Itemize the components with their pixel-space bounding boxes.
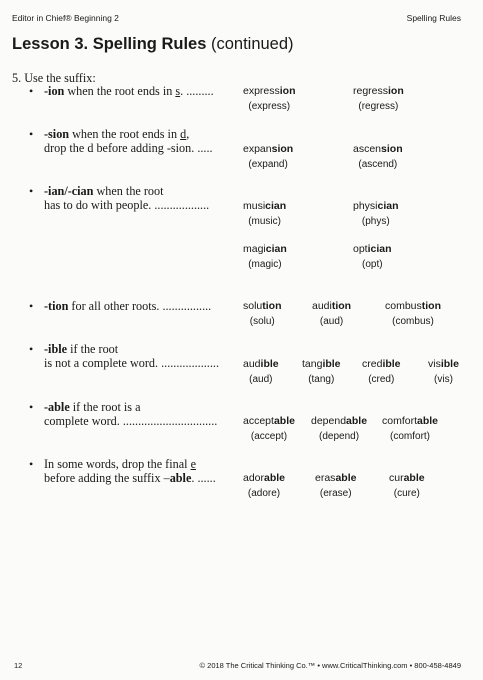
page-number: 12 (14, 661, 23, 670)
word-magician: magician (magic) (243, 243, 287, 270)
word-ascension: ascension (ascend) (353, 143, 403, 170)
rule-sion: -sion when the root ends in d, drop the d before adding -sion. ..... (44, 127, 213, 155)
title-bold: Lesson 3. Spelling Rules (12, 35, 207, 53)
rule-ian-cian: -ian/-cian when the root has to do with people. .................. (44, 184, 210, 212)
word-expression: expression (express) (243, 85, 296, 112)
rule-ion: -ion when the root ends in s. ......... (44, 84, 214, 98)
bullet: • (29, 299, 34, 313)
word-erasable: erasable (erase) (315, 472, 357, 499)
rule-drop-final-e: In some words, drop the final e before adding the suffix –able. ...... (44, 457, 216, 485)
bullet: • (29, 400, 34, 414)
word-audition: audition (aud) (312, 300, 352, 327)
word-regression: regression (regress) (353, 85, 404, 112)
word-expansion: expansion (expand) (243, 143, 294, 170)
rule-tion: -tion for all other roots. ................ (44, 299, 212, 313)
rule-ible: -ible if the root is not a complete word. ................... (44, 342, 219, 370)
word-optician: optician (opt) (353, 243, 392, 270)
word-comfortable: comfortable (comfort) (382, 415, 439, 442)
word-adorable: adorable (adore) (243, 472, 286, 499)
word-dependable: dependable (depend) (311, 415, 368, 442)
bullet: • (29, 184, 34, 198)
word-combustion: combustion (combus) (385, 300, 442, 327)
word-curable: curable (cure) (389, 472, 425, 499)
running-header-right: Spelling Rules (406, 13, 461, 23)
footer-copyright: © 2018 The Critical Thinking Co.™ • www.CriticalThinking.com • 800-458-4849 (199, 661, 461, 670)
title-continued: (continued) (206, 35, 294, 53)
word-musician: musician (music) (243, 200, 287, 227)
bullet: • (29, 457, 34, 471)
page-title (12, 35, 294, 54)
word-tangible: tangible (tang) (302, 358, 341, 385)
item-intro: 5. Use the suffix: (12, 71, 96, 85)
word-solution: solution (solu) (243, 300, 282, 327)
word-credible: credible (cred) (362, 358, 401, 385)
word-acceptable: acceptable (accept) (243, 415, 295, 442)
running-header-left: Editor in Chief® Beginning 2 (12, 13, 119, 23)
word-visible: visible (vis) (428, 358, 459, 385)
bullet: • (29, 342, 34, 356)
rule-able: -able if the root is a complete word. ............................... (44, 400, 218, 428)
bullet: • (29, 84, 34, 98)
bullet: • (29, 127, 34, 141)
word-physician: physician (phys) (353, 200, 399, 227)
word-audible: audible (aud) (243, 358, 279, 385)
